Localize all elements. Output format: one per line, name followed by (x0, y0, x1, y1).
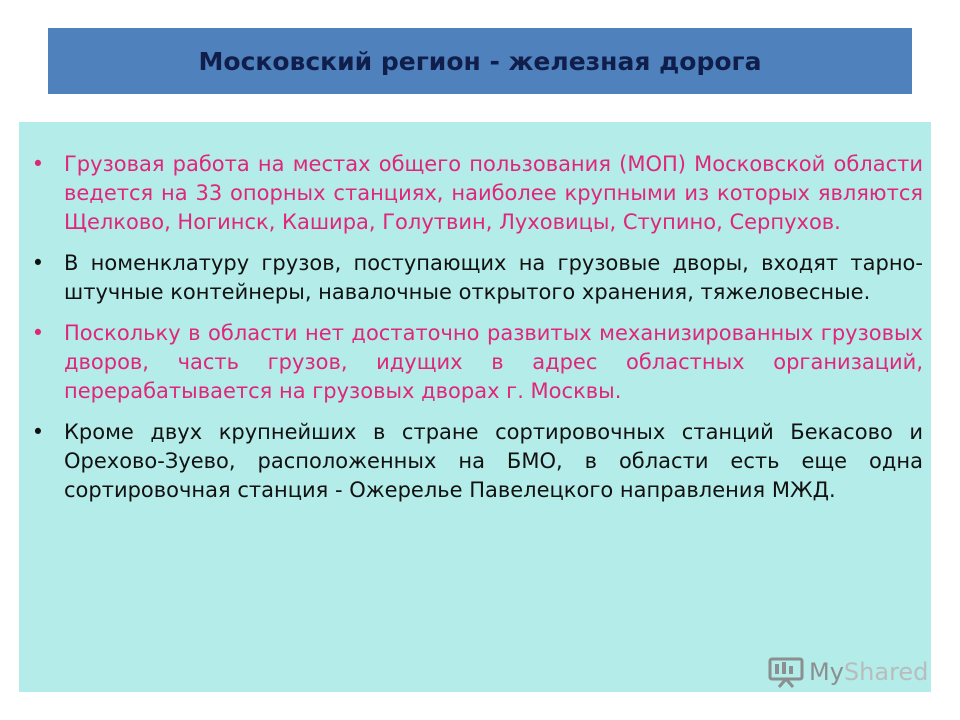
bullet-text-1: Грузовая работа на местах общего пользования (МОП) Московской области ведется на 33 опорных станциях, наиболее крупными из которых являются Щелково, Ногинск, Кашира, Голутвин, Луховицы, Ступино, Серпухов. (64, 152, 923, 234)
bullet-item-2 (19, 249, 923, 307)
slide-title: Московский регион - железная дорога (198, 46, 762, 76)
bullet-item-4 (19, 418, 923, 505)
bullet-dot-icon: • (31, 152, 45, 176)
bullet-text-3: Поскольку в области нет достаточно развитых механизированных грузовых дворов, часть грузов, идущих в адрес областных организаций, перерабатывается на грузовых дворах г. Москвы. (64, 321, 923, 403)
watermark (767, 655, 928, 689)
bullet-item-1 (19, 150, 923, 237)
title-bar (48, 28, 912, 94)
bullet-list (19, 150, 923, 517)
bullet-text-2: В номенклатуру грузов, поступающих на грузовые дворы, входят тарно-штучные контейнеры, навалочные открытого хранения, тяжеловесные. (64, 251, 923, 304)
bullet-dot-icon: • (31, 321, 45, 345)
watermark-text (809, 658, 928, 686)
bullet-text-4: Кроме двух крупнейших в стране сортировочных станций Бекасово и Орехово-Зуево, расположенных на БМО, в области есть еще одна сортировочная станция - Ожерелье Павелецкого направления МЖД. (64, 420, 923, 502)
watermark-text-my: My (809, 658, 844, 686)
bullet-item-3 (19, 319, 923, 406)
content-box (19, 122, 931, 692)
bullet-dot-icon: • (31, 251, 45, 275)
watermark-text-shared: Shared (843, 658, 929, 686)
bullet-dot-icon: • (31, 420, 45, 444)
presentation-board-icon (767, 656, 805, 688)
